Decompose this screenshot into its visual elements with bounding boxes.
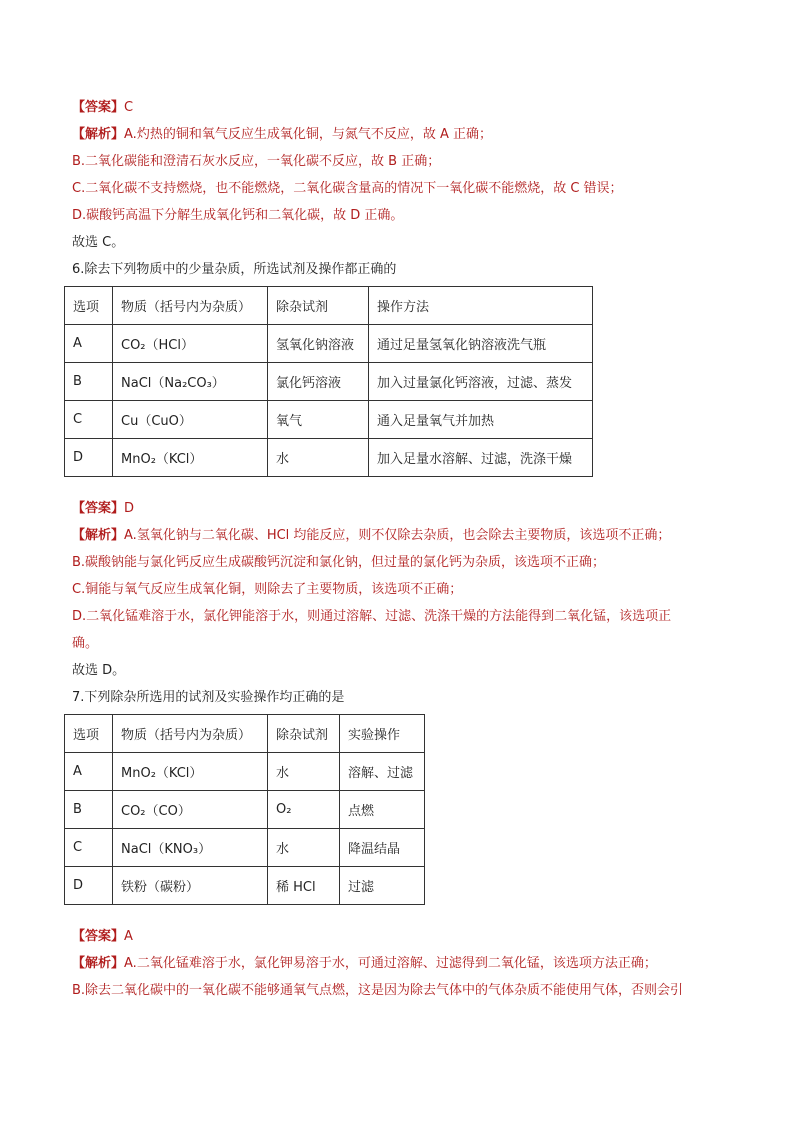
analysis-text: A.灼热的铜和氧气反应生成氧化铜，与氮气不反应，故 A 正确；	[124, 127, 492, 142]
table-cell: CO₂（CO）	[113, 791, 268, 829]
q6-analysis-line	[72, 522, 732, 549]
table-header-cell: 选项	[65, 715, 113, 753]
table-cell: MnO₂（KCl）	[113, 439, 268, 477]
table-cell: 稀 HCl	[268, 867, 340, 905]
table-row	[65, 325, 593, 363]
answer-value: A	[124, 929, 133, 944]
q6-analysis-line: B.碳酸钠能与氯化钙反应生成碳酸钙沉淀和氯化钠，但过量的氯化钙为杂质，该选项不正确；	[72, 555, 606, 570]
answer-tag: 【答案】	[72, 100, 125, 115]
table-header-cell: 除杂试剂	[268, 287, 369, 325]
table-cell: 加入过量氯化钙溶液，过滤、蒸发	[369, 363, 593, 401]
table-cell: D	[65, 867, 113, 905]
table-cell: B	[65, 363, 113, 401]
table-header-row	[65, 287, 593, 325]
table-cell: NaCl（Na₂CO₃）	[113, 363, 268, 401]
answer-tag: 【答案】	[72, 501, 125, 516]
q7-question: 7.下列除杂所选用的试剂及实验操作均正确的是	[72, 690, 345, 705]
table-cell: 通入足量氧气并加热	[369, 401, 593, 439]
table-cell: 水	[268, 753, 340, 791]
table-cell: MnO₂（KCl）	[113, 753, 268, 791]
table-cell: 水	[268, 829, 340, 867]
q6-conclusion: 故选 D。	[72, 663, 126, 678]
analysis-text: A.二氧化锰难溶于水，氯化钾易溶于水，可通过溶解、过滤得到二氧化锰，该选项方法正确；	[124, 956, 657, 971]
table-cell: 点燃	[340, 791, 425, 829]
table-row	[65, 791, 425, 829]
q6-analysis-line: C.铜能与氧气反应生成氧化铜，则除去了主要物质，该选项不正确；	[72, 582, 463, 597]
table-cell: A	[65, 753, 113, 791]
table-header-cell: 物质（括号内为杂质）	[113, 715, 268, 753]
q5-analysis-line: B.二氧化碳能和澄清石灰水反应，一氧化碳不反应，故 B 正确；	[72, 154, 441, 169]
analysis-tag: 【解析】	[72, 127, 125, 142]
table-row	[65, 439, 593, 477]
table-cell: 加入足量水溶解、过滤，洗涤干燥	[369, 439, 593, 477]
document-page	[72, 94, 732, 1004]
table-cell: 氢氧化钠溶液	[268, 325, 369, 363]
table-cell: 铁粉（碳粉）	[113, 867, 268, 905]
answer-value: C	[124, 100, 134, 115]
table-cell: CO₂（HCl）	[113, 325, 268, 363]
table-row	[65, 401, 593, 439]
table-cell: 水	[268, 439, 369, 477]
q6-analysis-line: D.二氧化锰难溶于水，氯化钾能溶于水，则通过溶解、过滤、洗涤干燥的方法能得到二氧化锰，该选项正	[72, 609, 672, 624]
q7-table	[64, 714, 425, 905]
analysis-text: A.氢氧化钠与二氧化碳、HCl 均能反应，则不仅除去杂质，也会除去主要物质，该选项不正确；	[124, 528, 671, 543]
table-cell: 氯化钙溶液	[268, 363, 369, 401]
q6-analysis-line: 确。	[72, 636, 99, 651]
table-cell: 氧气	[268, 401, 369, 439]
table-header-cell: 实验操作	[340, 715, 425, 753]
q5-answer	[72, 94, 732, 121]
q6-table	[64, 286, 593, 477]
q6-question: 6.除去下列物质中的少量杂质，所选试剂及操作都正确的	[72, 262, 397, 277]
table-header-cell: 物质（括号内为杂质）	[113, 287, 268, 325]
table-cell: B	[65, 791, 113, 829]
q5-conclusion: 故选 C。	[72, 235, 125, 250]
table-cell: C	[65, 401, 113, 439]
table-cell: 通过足量氢氧化钠溶液洗气瓶	[369, 325, 593, 363]
table-header-row	[65, 715, 425, 753]
answer-tag: 【答案】	[72, 929, 125, 944]
q5-analysis-line: D.碳酸钙高温下分解生成氧化钙和二氧化碳，故 D 正确。	[72, 208, 404, 223]
table-cell: 降温结晶	[340, 829, 425, 867]
answer-value: D	[124, 501, 135, 516]
table-cell: 过滤	[340, 867, 425, 905]
q6-answer	[72, 495, 732, 522]
table-cell: D	[65, 439, 113, 477]
table-row	[65, 753, 425, 791]
table-cell: C	[65, 829, 113, 867]
table-row	[65, 829, 425, 867]
table-cell: O₂	[268, 791, 340, 829]
q7-analysis-line: B.除去二氧化碳中的一氧化碳不能够通氧气点燃，这是因为除去气体中的气体杂质不能使用气体，否则会引	[72, 983, 684, 998]
analysis-tag: 【解析】	[72, 956, 125, 971]
table-cell: Cu（CuO）	[113, 401, 268, 439]
q7-answer	[72, 923, 732, 950]
table-header-cell: 操作方法	[369, 287, 593, 325]
table-cell: NaCl（KNO₃）	[113, 829, 268, 867]
table-row	[65, 867, 425, 905]
table-header-cell: 除杂试剂	[268, 715, 340, 753]
q7-analysis-line	[72, 950, 732, 977]
table-row	[65, 363, 593, 401]
analysis-tag: 【解析】	[72, 528, 125, 543]
table-header-cell: 选项	[65, 287, 113, 325]
table-cell: A	[65, 325, 113, 363]
table-cell: 溶解、过滤	[340, 753, 425, 791]
q5-analysis-line	[72, 121, 732, 148]
q5-analysis-line: C.二氧化碳不支持燃烧，也不能燃烧，二氧化碳含量高的情况下一氧化碳不能燃烧，故 C 错误；	[72, 181, 623, 196]
